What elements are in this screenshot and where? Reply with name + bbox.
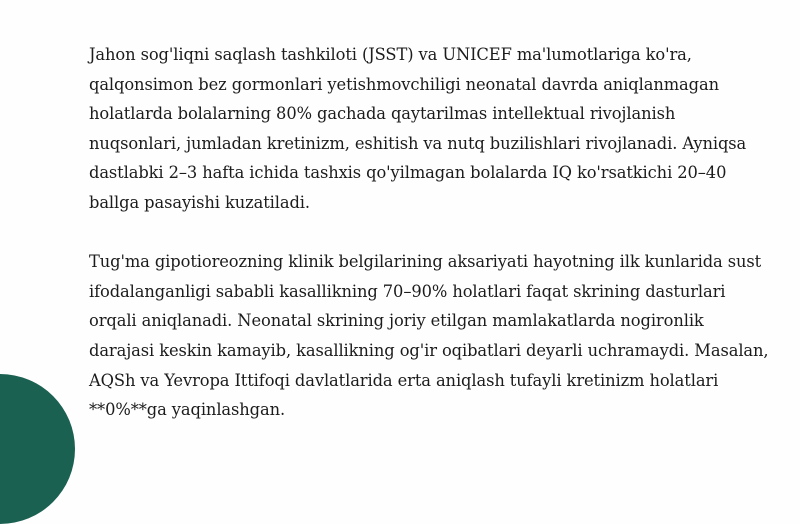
text-block	[89, 40, 769, 425]
paragraph-1: Jahon sog'liqni saqlash tashkiloti (JSST) va UNICEF ma'lumotlariga ko'ra, qalqonsimon bez gormonlari yetishmovchiligi neonatal davrda aniqlanmagan holatlarda bolalarning 80% gachada qaytarilmas intellektual rivojlanish nuqsonlari, jumladan kretinizm, eshitish va nutq buzilishlari rivojlanadi. Ayniqsa dastlabki 2–3 hafta ichida tashxis qo'yilmagan bolalarda IQ ko'rsatkichi 20–40 ballga pasayishi kuzatiladi.	[89, 45, 747, 212]
decorative-corner-circle	[0, 374, 75, 524]
paragraph-2: Tug'ma gipotioreozning klinik belgilarining aksariyati hayotning ilk kunlarida sust ifodalanganligi sababli kasallikning 70–90% holatlari faqat skrining dasturlari orqali aniqlanadi. Neonatal skrining joriy etilgan mamlakatlarda nogironlik darajasi keskin kamayib, kasallikning og'ir oqibatlari deyarli uchramaydi. Masalan, AQSh va Yevropa Ittifoqi davlatlarida erta aniqlash tufayli kretinizm holatlari **0%**ga yaqinlashgan.	[89, 252, 769, 420]
